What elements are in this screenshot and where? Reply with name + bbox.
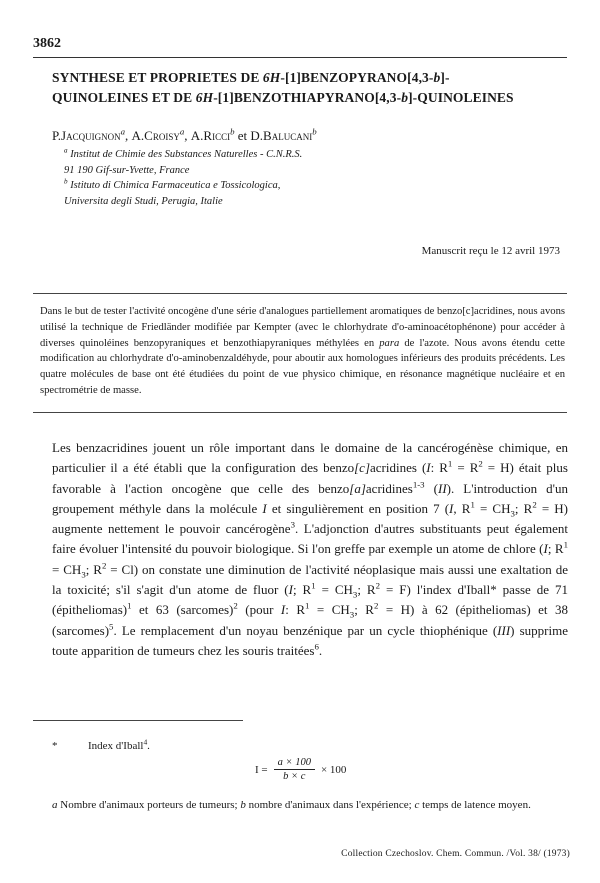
affiliation-line: Universita degli Studi, Perugia, Italie (64, 195, 223, 207)
affiliation-line (64, 178, 302, 194)
footnote-run: c (414, 799, 420, 811)
body-run: = H) à 62 (épitheliomas) et 38 (sarcomes) (52, 602, 568, 638)
title-part: b (401, 90, 409, 105)
journal-footer: Collection Czechoslov. Chem. Commun. /Vol. 38/ (1973) (341, 849, 570, 859)
footnote-label (52, 737, 150, 752)
author-name: P.Jacquignon (52, 128, 121, 143)
body-run: 2 (373, 601, 379, 612)
body-run: . (318, 642, 323, 658)
title-part: ]-QUINOLEINES (408, 90, 514, 105)
title-part: 6H (195, 90, 214, 105)
body-run: 3 (510, 508, 515, 519)
body-run: ; R (354, 602, 374, 618)
formula-denominator: b × c (283, 771, 306, 782)
body-run: ). L'introduction d'un groupement méthyle dans la molécule (52, 480, 568, 516)
body-run: 2 (375, 580, 381, 591)
body-run: = Cl) on constate une diminution de l'activité néoplasique mais aussi une exaltation de la toxicité; s'il s'agit d'un atome de fluor ( (52, 561, 568, 598)
body-run: = F) l'index d'Iball* passe de 71 (épitheliomas) (52, 582, 569, 618)
title-part: 6H (262, 70, 281, 85)
footnote-run: b (240, 799, 246, 811)
body-run: : R (285, 602, 305, 618)
iball-formula (255, 757, 346, 782)
body-run: ) supprime toute apparition de tumeurs chez les souris traitées (52, 622, 568, 658)
footnote-label-text: Index d'Iball (88, 740, 144, 752)
body-run: 2 (532, 499, 537, 510)
body-run: 2 (233, 601, 238, 612)
formula-rhs: × 100 (320, 763, 347, 776)
affiliation-line (64, 147, 302, 163)
abstract-text: Dans le but de tester l'activité oncogène d'une série d'analogues partiellement aromatiques de benzo[c]acridines, nous avons utilisé la technique de Friedländer modifiée par Kempter (avec le chlorhydrate d'o-aminoacétophénone) pour accéder à diverses quinoléines benzopyraniques et benzothiapyraniques méthylées en (40, 306, 565, 349)
author-name: A.Ricci (190, 128, 231, 143)
body-run: 1 (305, 601, 310, 612)
affiliation-mark: a (120, 126, 126, 137)
received-date: Manuscrit reçu le 12 avril 1973 (421, 245, 560, 257)
body-run: I (543, 541, 548, 557)
body-run: II (437, 480, 447, 496)
body-run: 1 (447, 458, 453, 469)
title-part: b (433, 70, 441, 85)
body-paragraph (52, 438, 568, 661)
body-run: acridines (365, 480, 413, 496)
affiliation-mark: a (64, 146, 68, 155)
body-run: 1 (311, 580, 316, 591)
body-run: et 63 (sarcomes) (131, 602, 234, 618)
formula-lhs: I = (255, 763, 268, 776)
body-run: 1 (470, 499, 475, 510)
author-list: P.Jacquignon$^a$, A.Croisy$^a$, A.Ricci$^b$ et D.Balucani$^b$ (52, 126, 317, 143)
body-run: I (288, 582, 293, 598)
body-run: = CH (309, 602, 350, 618)
formula-fraction (274, 757, 315, 782)
body-run: 3 (349, 609, 355, 620)
body-run: III (497, 622, 511, 638)
body-run: = R (452, 460, 479, 476)
footnote-run: Nombre d'animaux porteurs de tumeurs; (57, 799, 241, 811)
body-run: [c] (354, 460, 371, 476)
affiliation-mark: b (230, 126, 235, 137)
body-run: ; R (85, 561, 102, 577)
affiliations (64, 147, 302, 209)
body-run: , R (453, 500, 471, 516)
footnote-text (52, 797, 572, 813)
body-run: 5 (109, 621, 114, 632)
body-run: 3 (290, 519, 295, 530)
body-run: . L'adjonction d'autres substituants peut également faire évoluer l'intensité du pouvoir biologique. Si l'on greffe par exemple un atome de chlore ( (52, 521, 568, 557)
title-part: QUINOLEINES ET DE (52, 90, 196, 105)
paper-title (52, 68, 552, 108)
abstract-text: para (379, 337, 400, 349)
body-run: I (426, 460, 431, 476)
footnote-rule (33, 720, 243, 721)
body-run: : R (430, 460, 448, 476)
body-run: ; R (547, 541, 564, 557)
body-run: = CH (315, 582, 353, 598)
body-run: ; R (514, 500, 533, 516)
body-run: I (280, 602, 286, 618)
page-number: 3862 (33, 36, 61, 51)
footnote-label-ref: 4 (143, 737, 148, 747)
affiliation-mark: b (312, 126, 317, 137)
affiliation-mark: b (64, 177, 68, 186)
body-run: I (262, 500, 267, 516)
affiliation-text: Institut de Chimie des Substances Naturelles - C.N.R.S. (70, 149, 303, 160)
title-part: ]- (440, 70, 450, 85)
affiliation-mark: a (179, 126, 185, 137)
author-name: D.Balucani (250, 128, 313, 143)
body-run: Les benzacridines jouent un rôle important dans le domaine de la cancérogénèse chimique, en particulier il a été établi que la configuration des benzo (52, 440, 568, 476)
body-run: acridines ( (370, 460, 427, 476)
body-run: ( (424, 480, 438, 496)
top-rule (33, 57, 567, 58)
body-run: ; R (292, 582, 312, 598)
affiliation-line: 91 190 Gif-sur-Yvette, France (64, 164, 190, 176)
body-run: I (449, 500, 454, 516)
body-run: 6 (314, 641, 319, 652)
body-run: 3 (81, 569, 86, 580)
body-run: 1-3 (412, 479, 425, 490)
author-name: A.Croisy (131, 128, 180, 143)
body-run: = H) était plus favorable à l'action oncogène que celle des benzo (52, 460, 568, 496)
title-part: -[1]BENZOPYRANO[4,3- (280, 70, 434, 85)
body-run: . Le remplacement d'un noyau benzénique par un cycle thiophénique ( (113, 622, 498, 638)
footnote-run: a (52, 799, 58, 811)
body-run: = CH (52, 561, 82, 577)
footnote-star: * (52, 740, 58, 752)
body-run: et singulièrement en position 7 ( (266, 500, 450, 516)
footnote-label-end: . (147, 740, 150, 752)
body-run: = H) augmente nettement le pouvoir cancérogène (52, 500, 569, 537)
body-run: = CH (474, 500, 511, 516)
body-run: ; R (357, 582, 376, 598)
formula-numerator: a × 100 (274, 757, 315, 770)
body-run: 2 (478, 458, 483, 469)
body-run: 1 (127, 601, 132, 612)
body-run: 1 (563, 540, 568, 551)
title-part: -[1]BENZOTHIAPYRANO[4,3- (213, 90, 402, 105)
abstract-text: de l'azote. Nous avons étendu cette modification au chlorhydrate d'o-aminobenzaldéhyde, pour aboutir aux homologues inférieurs des produits précédents. Les quatre molécules de base ont été étudiées du point de vue physico chimique, en résonance magnétique nucléaire et en spectrométrie de masse. (40, 337, 565, 396)
footnote-run: temps de latence moyen. (419, 799, 531, 811)
footnote-run: nombre d'animaux dans l'expérience; (245, 799, 415, 811)
body-run: [a] (349, 480, 366, 496)
author-conjunction: et (237, 128, 248, 143)
body-run: (pour (237, 602, 281, 618)
affiliation-text: Istituto di Chimica Farmaceutica e Tossicologica, (70, 180, 281, 191)
body-run: 2 (101, 560, 107, 571)
body-run: 3 (352, 589, 358, 600)
abstract (40, 304, 565, 399)
title-part: SYNTHESE ET PROPRIETES DE (52, 70, 263, 85)
